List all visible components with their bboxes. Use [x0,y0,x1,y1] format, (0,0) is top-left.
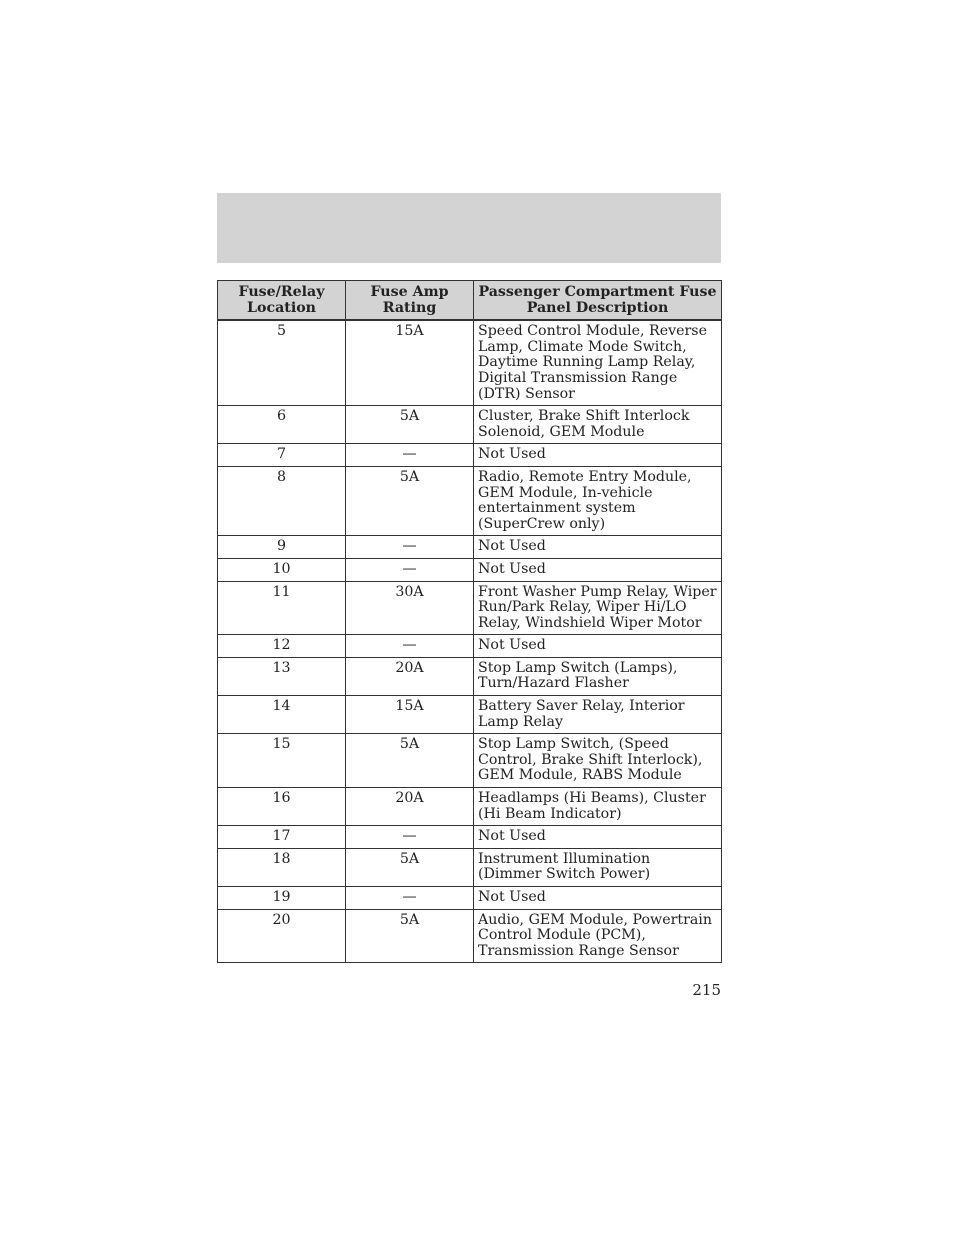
table-row [218,536,722,559]
rating-cell: 5A [346,406,474,444]
table-row [218,406,722,444]
column-header-location: Fuse/Relay Location [218,281,346,321]
table-header-row [218,281,722,321]
table-row [218,887,722,910]
table-row [218,848,722,886]
location-cell: 12 [218,635,346,658]
location-cell: 15 [218,734,346,788]
rating-cell: — [346,826,474,849]
rating-cell: 30A [346,581,474,635]
table-row [218,558,722,581]
location-cell: 17 [218,826,346,849]
description-cell: Front Washer Pump Relay, Wiper Run/Park Relay, Wiper Hi/LO Relay, Windshield Wiper Motor [474,581,722,635]
description-cell: Not Used [474,635,722,658]
table-row [218,657,722,695]
location-cell: 14 [218,696,346,734]
location-cell: 10 [218,558,346,581]
description-cell: Not Used [474,536,722,559]
location-cell: 11 [218,581,346,635]
description-cell: Speed Control Module, Reverse Lamp, Climate Mode Switch, Daytime Running Lamp Relay, Digital Transmission Range (DTR) Sensor [474,320,722,405]
location-cell: 20 [218,909,346,963]
description-cell: Not Used [474,887,722,910]
column-header-rating: Fuse Amp Rating [346,281,474,321]
description-cell: Not Used [474,558,722,581]
location-cell: 9 [218,536,346,559]
rating-cell: — [346,444,474,467]
rating-cell: 15A [346,696,474,734]
table-row [218,826,722,849]
description-cell: Audio, GEM Module, Powertrain Control Module (PCM), Transmission Range Sensor [474,909,722,963]
rating-cell: — [346,635,474,658]
description-cell: Stop Lamp Switch (Lamps), Turn/Hazard Flasher [474,657,722,695]
location-cell: 19 [218,887,346,910]
rating-cell: 5A [346,909,474,963]
table-row [218,444,722,467]
table-row [218,909,722,963]
rating-cell: — [346,887,474,910]
description-cell: Cluster, Brake Shift Interlock Solenoid, GEM Module [474,406,722,444]
description-cell: Battery Saver Relay, Interior Lamp Relay [474,696,722,734]
description-cell: Not Used [474,444,722,467]
section-header-band [217,193,721,263]
description-cell: Instrument Illumination (Dimmer Switch Power) [474,848,722,886]
rating-cell: — [346,558,474,581]
location-cell: 13 [218,657,346,695]
rating-cell: — [346,536,474,559]
location-cell: 16 [218,788,346,826]
table-row [218,635,722,658]
description-cell: Radio, Remote Entry Module, GEM Module, In-vehicle entertainment system (SuperCrew only) [474,466,722,535]
rating-cell: 15A [346,320,474,405]
table-row [218,581,722,635]
rating-cell: 20A [346,657,474,695]
table-row [218,788,722,826]
table-row [218,734,722,788]
description-cell: Stop Lamp Switch, (Speed Control, Brake Shift Interlock), GEM Module, RABS Module [474,734,722,788]
location-cell: 18 [218,848,346,886]
fuse-table [217,280,722,963]
location-cell: 6 [218,406,346,444]
table-row [218,466,722,535]
location-cell: 7 [218,444,346,467]
rating-cell: 20A [346,788,474,826]
table-row [218,696,722,734]
description-cell: Headlamps (Hi Beams), Cluster (Hi Beam Indicator) [474,788,722,826]
location-cell: 8 [218,466,346,535]
table-row [218,320,722,405]
location-cell: 5 [218,320,346,405]
column-header-description: Passenger Compartment Fuse Panel Description [474,281,722,321]
rating-cell: 5A [346,466,474,535]
description-cell: Not Used [474,826,722,849]
rating-cell: 5A [346,734,474,788]
rating-cell: 5A [346,848,474,886]
table-body [218,320,722,963]
page-number: 215 [692,981,721,999]
